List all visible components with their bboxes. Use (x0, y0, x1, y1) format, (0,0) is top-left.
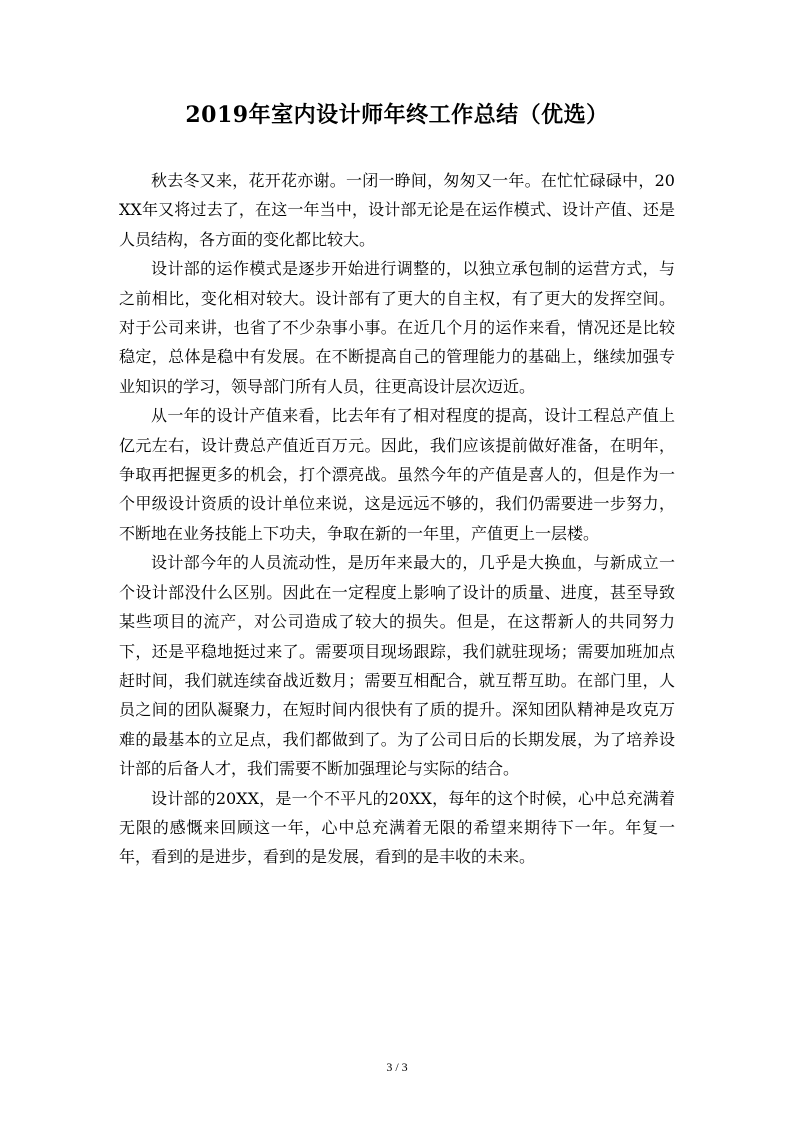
paragraph-1: 秋去冬又来，花开花亦谢。一闭一睁间，匆匆又一年。在忙忙碌碌中，20XX年又将过去了，在这一年当中，设计部无论是在运作模式、设计产值、还是人员结构，各方面的变化都比较大。 (119, 171, 675, 249)
document-body (119, 166, 675, 872)
document-title: 2019年室内设计师年终工作总结（优选） (185, 102, 609, 128)
paragraph-2: 设计部的运作模式是逐步开始进行调整的，以独立承包制的运营方式，与之前相比，变化相对较大。设计部有了更大的自主权，有了更大的发挥空间。对于公司来讲，也省了不少杂事小事。在近几个月的运作来看，情况还是比较稳定，总体是稳中有发展。在不断提高自己的管理能力的基础上，继续加强专业知识的学习，领导部门所有人员，往更高设计层次迈近。 (119, 259, 675, 396)
paragraph-3: 从一年的设计产值来看，比去年有了相对程度的提高，设计工程总产值上亿元左右，设计费总产值近百万元。因此，我们应该提前做好准备，在明年，争取再把握更多的机会，打个漂亮战。虽然今年的产值是喜人的，但是作为一个甲级设计资质的设计单位来说，这是远远不够的，我们仍需要进一步努力，不断地在业务技能上下功夫，争取在新的一年里，产值更上一层楼。 (119, 406, 675, 543)
paragraph-4: 设计部今年的人员流动性，是历年来最大的，几乎是大换血，与新成立一个设计部没什么区别。因此在一定程度上影响了设计的质量、进度，甚至导致某些项目的流产，对公司造成了较大的损失。但是，在这帮新人的共同努力下，还是平稳地挺过来了。需要项目现场跟踪，我们就驻现场；需要加班加点赶时间，我们就连续奋战近数月；需要互相配合，就互帮互助。在部门里，人员之间的团队凝聚力，在短时间内很快有了质的提升。深知团队精神是攻克万难的最基本的立足点，我们都做到了。为了公司日后的长期发展，为了培养设计部的后备人才，我们需要不断加强理论与实际的结合。 (119, 553, 675, 779)
page-number: 3 / 3 (386, 1060, 408, 1074)
paragraph-5: 设计部的20XX，是一个不平凡的20XX，每年的这个时候，心中总充满着无限的感慨来回顾这一年，心中总充满着无限的希望来期待下一年。年复一年，看到的是进步，看到的是发展，看到的是丰收的未来。 (119, 788, 675, 867)
